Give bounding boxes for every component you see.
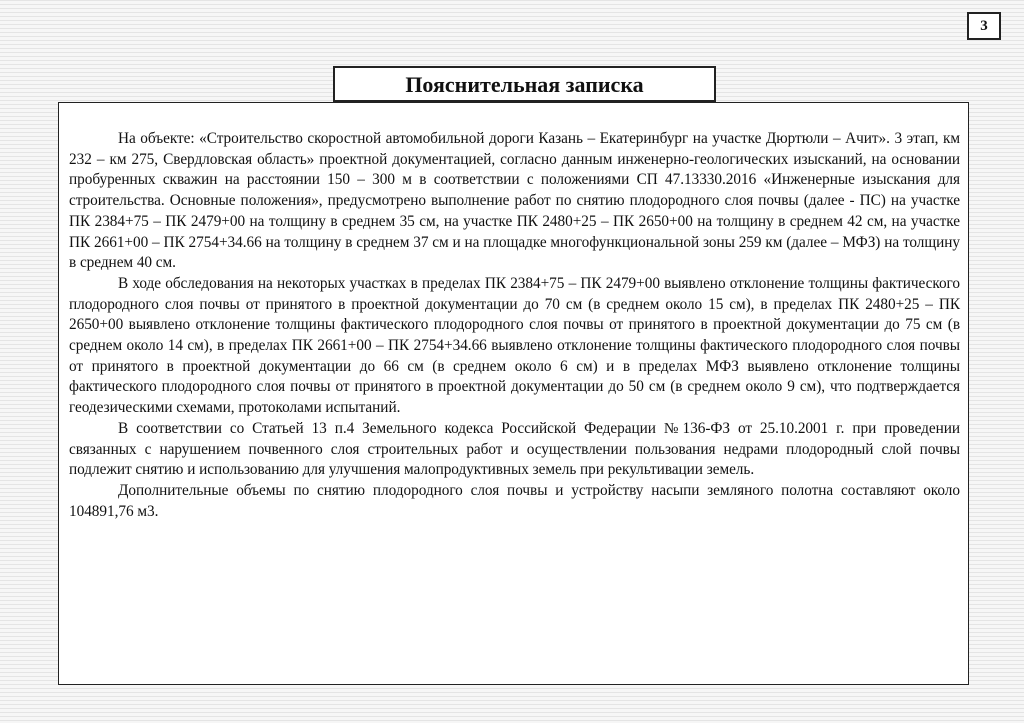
text-frame: [58, 102, 969, 685]
paragraph-4: Дополнительные объемы по снятию плодородного слоя почвы и устройству насыпи земляного полотна составляют около 104891,76 м3.: [69, 481, 960, 520]
paragraph-1: На объекте: «Строительство скоростной автомобильной дороги Казань – Екатеринбург на участке Дюртюли – Ачит». 3 этап, км 232 – км 275, Свердловская область» проектной документацией, согласно данным инженерно-геологических изысканий, на основании пробуренных скважин на расстоянии 150 – 300 м в соответствии с положениями СП 47.13330.2016 «Инженерные изыскания для строительства. Основные положения», предусмотрено выполнение работ по снятию плодородного слоя почвы (далее - ПС) на участке ПК 2384+75 – ПК 2479+00 на толщину в среднем 35 см, на участке ПК 2480+25 – ПК 2650+00 на толщину в среднем 42 см, на участке ПК 2661+00 – ПК 2754+34.66 на толщину в среднем 37 см и на площадке многофункциональной зоны 259 км (далее – МФЗ) на толщину в среднем 40 см.: [69, 130, 960, 272]
paragraph-2: В ходе обследования на некоторых участках в пределах ПК 2384+75 – ПК 2479+00 выявлено отклонение толщины фактического плодородного слоя почвы от принятого в проектной документации до 70 см (в среднем около 15 см), в пределах ПК 2480+25 – ПК 2650+00 выявлено отклонение толщины фактического плодородного слоя почвы от принятого в проектной документации до 75 см (в среднем около 14 см), в пределах ПК 2661+00 – ПК 2754+34.66 выявлено отклонение толщины фактического плодородного слоя почвы от принятого в проектной документации до 66 см (в среднем около 6 см) и в пределах МФЗ выявлено отклонение толщины фактического плодородного слоя почвы от принятого в проектной документации до 50 см (в среднем около 9 см), что подтверждается геодезическими схемами, протоколами испытаний.: [69, 274, 960, 417]
page-number: 3: [967, 12, 1001, 40]
page-title: Пояснительная записка: [333, 66, 716, 102]
paragraph-3: В соответствии со Статьей 13 п.4 Земельного кодекса Российской Федерации №136-ФЗ от 25.10.2001 г. при проведении связанных с нарушением почвенного слоя строительных работ и осуществлении пользования недрами плодородный слой почвы подлежит снятию и использованию для улучшения малопродуктивных земель при рекультивации земель.: [69, 419, 960, 479]
